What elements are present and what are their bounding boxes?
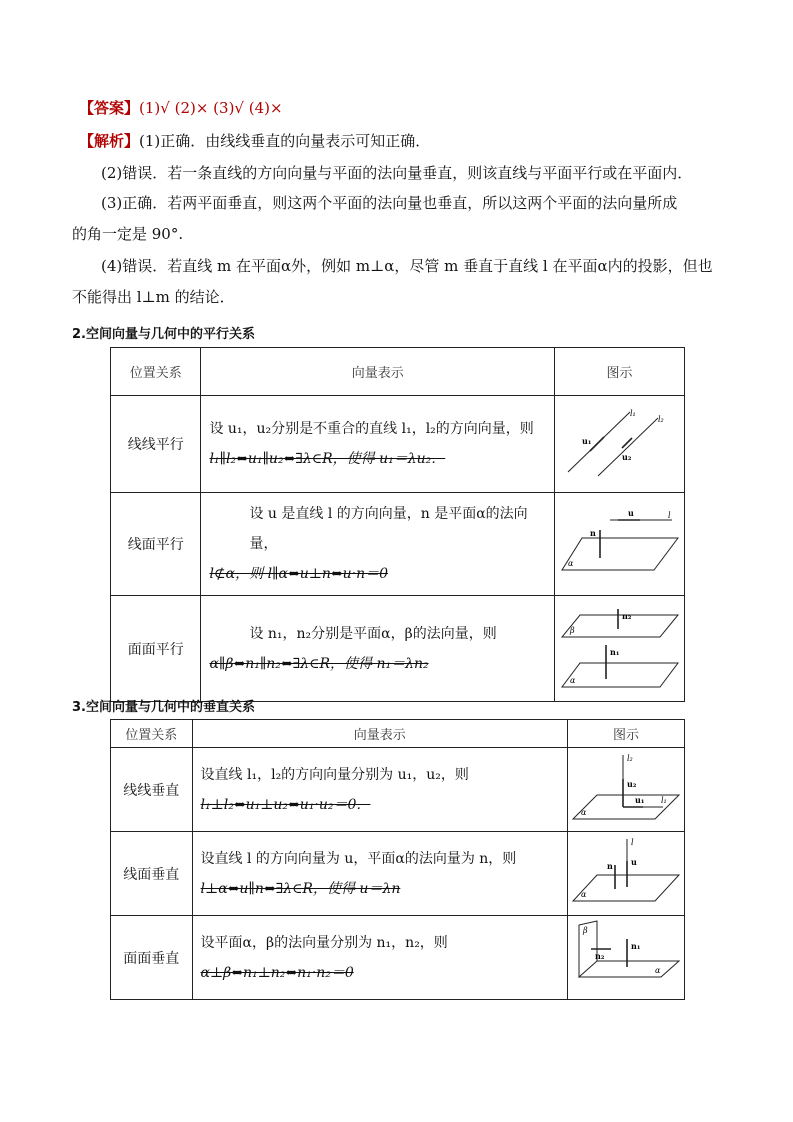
label-beta: β xyxy=(583,925,588,935)
row-line1: 设直线 l 的方向向量为 u，平面α的法向量为 n，则 xyxy=(200,850,517,867)
analysis-p4b: 不能得出 l⊥m 的结论． xyxy=(72,288,235,306)
row-line1: 设 n₁，n₂分别是平面α，β的法向量，则 xyxy=(249,625,497,642)
analysis-p3b: 的角一定是 90°. xyxy=(72,225,184,243)
perpendicular-table xyxy=(110,719,685,1000)
row-formula: l⊥α⇔u∥n⇔∃λ∈R，使得 u＝λn xyxy=(200,880,401,897)
header-figure: 图示 xyxy=(568,720,685,748)
label-l1: l₁ xyxy=(661,795,667,805)
table-row xyxy=(111,916,685,1000)
label-n2: n₂ xyxy=(621,610,631,621)
header-figure: 图示 xyxy=(555,348,685,396)
label-alpha: α xyxy=(567,559,573,568)
label-n1: n₁ xyxy=(631,940,641,951)
header-vector: 向量表示 xyxy=(201,348,555,396)
row-line1: 设直线 l₁，l₂的方向向量分别为 u₁，u₂，则 xyxy=(200,766,469,783)
label-u: u xyxy=(627,508,634,518)
table-row xyxy=(111,596,685,702)
table-row xyxy=(111,832,685,916)
row-line1: 设 u₁，u₂分别是不重合的直线 l₁，l₂的方向向量，则 xyxy=(209,421,534,437)
label-u2: u₂ xyxy=(621,452,631,462)
analysis-line-1 xyxy=(79,130,430,151)
row-expression xyxy=(192,748,567,832)
parallel-table xyxy=(110,347,685,702)
row-formula: l⊄α，则 l∥α⇔u⊥n⇔u·n＝0 xyxy=(209,566,389,582)
table-row xyxy=(111,748,685,832)
answer-line xyxy=(79,97,283,118)
label-u1: u₁ xyxy=(635,794,645,805)
label-n: n xyxy=(589,528,596,538)
diagram-line-plane-perpendicular xyxy=(568,832,685,916)
row-label: 线面垂直 xyxy=(111,832,193,916)
analysis-p2: (2)错误．若一条直线的方向向量与平面的法向量垂直，则该直线与平面平行或在平面内． xyxy=(101,164,693,182)
table-header-row xyxy=(111,720,685,748)
label-n2: n₂ xyxy=(595,950,605,961)
label-l2: l₂ xyxy=(657,415,664,424)
label-alpha: α xyxy=(655,965,661,975)
row-expression xyxy=(201,396,555,493)
row-label: 线线垂直 xyxy=(111,748,193,832)
row-formula: α⊥β⇔n₁⊥n₂⇔n₁·n₂＝0 xyxy=(200,964,354,981)
label-u: u xyxy=(631,856,637,867)
label-beta: β xyxy=(569,625,575,635)
row-label: 线线平行 xyxy=(111,396,201,493)
label-n1: n₁ xyxy=(609,646,619,657)
diagram-plane-plane-parallel xyxy=(555,596,685,702)
label-l: l xyxy=(667,511,671,520)
label-l: l xyxy=(631,837,634,847)
diagram-line-line-perpendicular xyxy=(568,748,685,832)
label-n: n xyxy=(607,860,613,871)
row-line1: 设平面α，β的法向量分别为 n₁，n₂，则 xyxy=(200,934,448,951)
table-header-row xyxy=(111,348,685,396)
header-position: 位置关系 xyxy=(111,348,201,396)
label-u2: u₂ xyxy=(627,778,637,789)
diagram-plane-plane-perpendicular xyxy=(568,916,685,1000)
table-row xyxy=(111,396,685,493)
row-expression xyxy=(192,832,567,916)
table-row xyxy=(111,493,685,596)
section3-title: 3.空间向量与几何中的垂直关系 xyxy=(72,700,255,715)
answer-text: (1)√ (2)× (3)√ (4)× xyxy=(139,99,283,117)
answer-tag: 【答案】 xyxy=(79,99,140,117)
row-line1: 设 u 是直线 l 的方向向量，n 是平面α的法向量， xyxy=(249,506,528,552)
row-label: 面面垂直 xyxy=(111,916,193,1000)
analysis-p4a: (4)错误．若直线 m 在平面α外，例如 m⊥α，尽管 m 垂直于直线 l 在平面α内的投影，但也 xyxy=(101,257,713,275)
row-label: 面面平行 xyxy=(111,596,201,702)
row-formula: l₁∥l₂⇔u₁∥u₂⇔∃λ∈R，使得 u₁＝λu₂． xyxy=(209,451,446,467)
label-alpha: α xyxy=(569,675,575,685)
label-alpha: α xyxy=(581,889,587,899)
diagram-line-line-parallel xyxy=(555,396,685,493)
row-formula: α∥β⇔n₁∥n₂⇔∃λ∈R，使得 n₁＝λn₂ xyxy=(209,655,429,672)
row-expression xyxy=(192,916,567,1000)
header-vector: 向量表示 xyxy=(192,720,567,748)
analysis-p3a: (3)正确．若两平面垂直，则这两个平面的法向量也垂直，所以这两个平面的法向量所成 xyxy=(101,194,678,212)
row-expression xyxy=(201,596,555,702)
row-label: 线面平行 xyxy=(111,493,201,596)
analysis-p1: (1)正确．由线线垂直的向量表示可知正确． xyxy=(139,132,431,150)
label-alpha: α xyxy=(581,807,587,817)
section2-title: 2.空间向量与几何中的平行关系 xyxy=(72,327,255,342)
label-u1: u₁ xyxy=(581,436,591,446)
diagram-line-plane-parallel xyxy=(555,493,685,596)
analysis-tag: 【解析】 xyxy=(79,132,140,150)
label-l2: l₂ xyxy=(627,753,633,763)
header-position: 位置关系 xyxy=(111,720,193,748)
label-l1: l₁ xyxy=(629,409,636,418)
row-expression xyxy=(201,493,555,596)
row-formula: l₁⊥l₂⇔u₁⊥u₂⇔u₁·u₂＝0． xyxy=(200,796,371,813)
